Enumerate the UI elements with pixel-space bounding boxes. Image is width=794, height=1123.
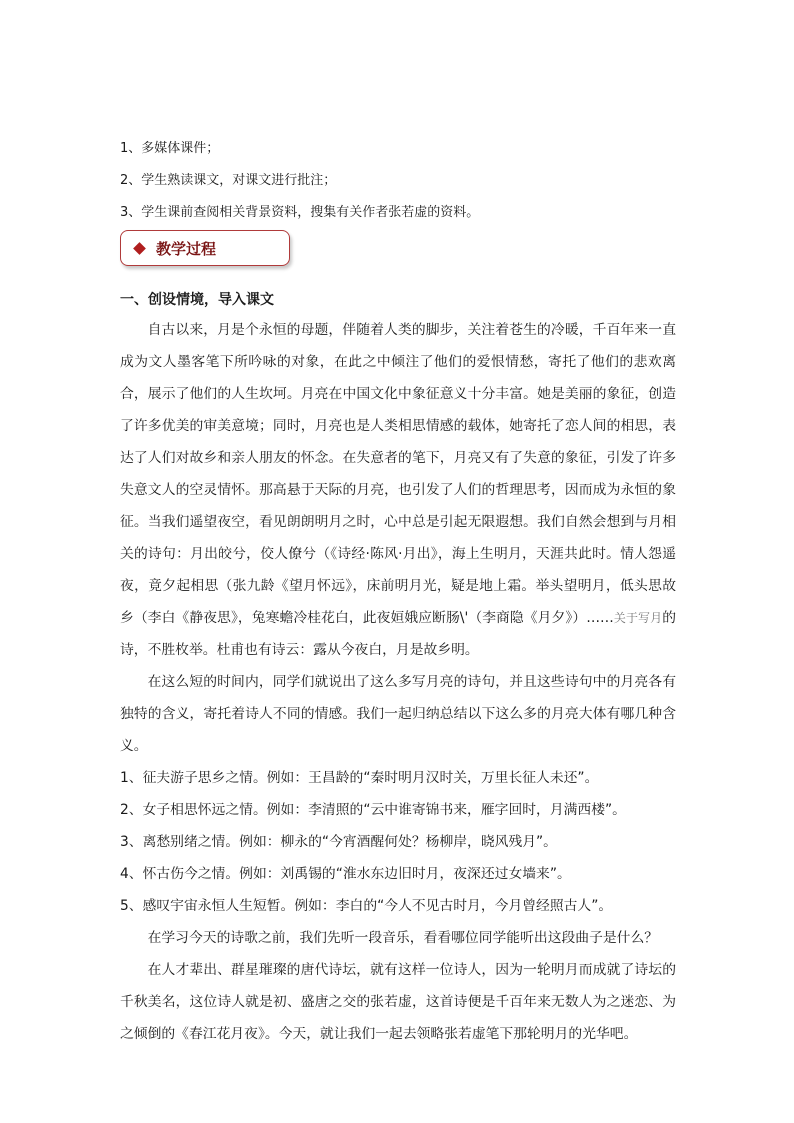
diamond-bullet-icon [133,242,146,255]
lesson-body [120,314,676,1050]
preparation-item: 2、学生熟读课文，对课文进行批注； [120,173,337,188]
step-heading: 一、创设情境，导入课文 [120,292,274,308]
summary-paragraph: 在这么短的时间内，同学们就说出了这么多写月亮的诗句，并且这些诗句中的月亮各有独特的含义，寄托着诗人不同的情感。我们一起归纳总结以下这么多的月亮大体有哪几种含义。 [120,674,676,754]
moon-type-item: 3、离愁别绪之情。例如：柳永的“今宵酒醒何处？杨柳岸，晓风残月”。 [120,834,557,850]
section-title: 教学过程 [156,239,217,258]
moon-type-item: 4、怀古伤今之情。例如：刘禹锡的“淮水东边旧时月，夜深还过女墙来”。 [120,866,571,882]
intro-paragraph [120,314,676,666]
moon-type-item: 1、征夫游子思乡之情。例如：王昌龄的“秦时明月汉时关，万里长征人未还”。 [120,770,599,786]
inline-note: 关于写月 [613,611,663,625]
moon-type-item: 2、女子相思怀远之情。例如：李清照的“云中谁寄锦书来，雁字回时，月满西楼”。 [120,802,626,818]
preparation-list [120,133,479,229]
moon-type-item: 5、感叹宇宙永恒人生短暂。例如：李白的“今人不见古时月，今月曾经照古人”。 [120,898,613,914]
music-paragraph: 在学习今天的诗歌之前，我们先听一段音乐，看看哪位同学能听出这段曲子是什么？ [147,930,659,946]
preparation-item: 3、学生课前查阅相关背景资料，搜集有关作者张若虚的资料。 [120,205,480,220]
intro-text: 自古以来，月是个永恒的母题，伴随着人类的脚步，关注着苍生的冷暖，千百年来一直成为文人墨客笔下所吟咏的对象，在此之中倾注了他们的爱恨情愁，寄托了他们的悲欢离合，展示了他们的人生坎坷。月亮在中国文化中象征意义十分丰富。她是美丽的象征，创造了许多优美的审美意境；同时，月亮也是人类相思情感的载体，她寄托了恋人间的相思，表达了人们对故乡和亲人朋友的怀念。在失意者的笔下，月亮又有了失意的象征，引发了许多失意文人的空灵情怀。那高悬于天际的月亮，也引发了人们的哲理思考，因而成为永恒的象征。当我们遥望夜空，看见朗朗明月之时，心中总是引起无限遐想。我们自然会想到与月相关的诗句：月出皎兮，佼人僚兮（《诗经·陈风·月出》，海上生明月，天涯共此时。情人怨遥夜，竟夕起相思（张九龄《望月怀远》，床前明月光，疑是地上霜。举头望明月，低头思故乡（李白《静夜思》，兔寒蟾冷桂花白，此夜姮娥应断肠\'（李商隐《月夕》）…… [120,322,676,626]
section-header-box [120,230,290,266]
intro-tail: 的诗，不胜枚举。杜甫也有诗云：露从今夜白，月是故乡明。 [120,610,676,658]
poet-paragraph: 在人才辈出、群星璀璨的唐代诗坛，就有这样一位诗人，因为一轮明月而成就了诗坛的千秋美名，这位诗人就是初、盛唐之交的张若虚，这首诗便是千百年来无数人为之迷恋、为之倾倒的《春江花月夜》。今天，就让我们一起去领略张若虚笔下那轮明月的光华吧。 [120,962,676,1042]
preparation-item: 1、多媒体课件； [120,141,220,156]
